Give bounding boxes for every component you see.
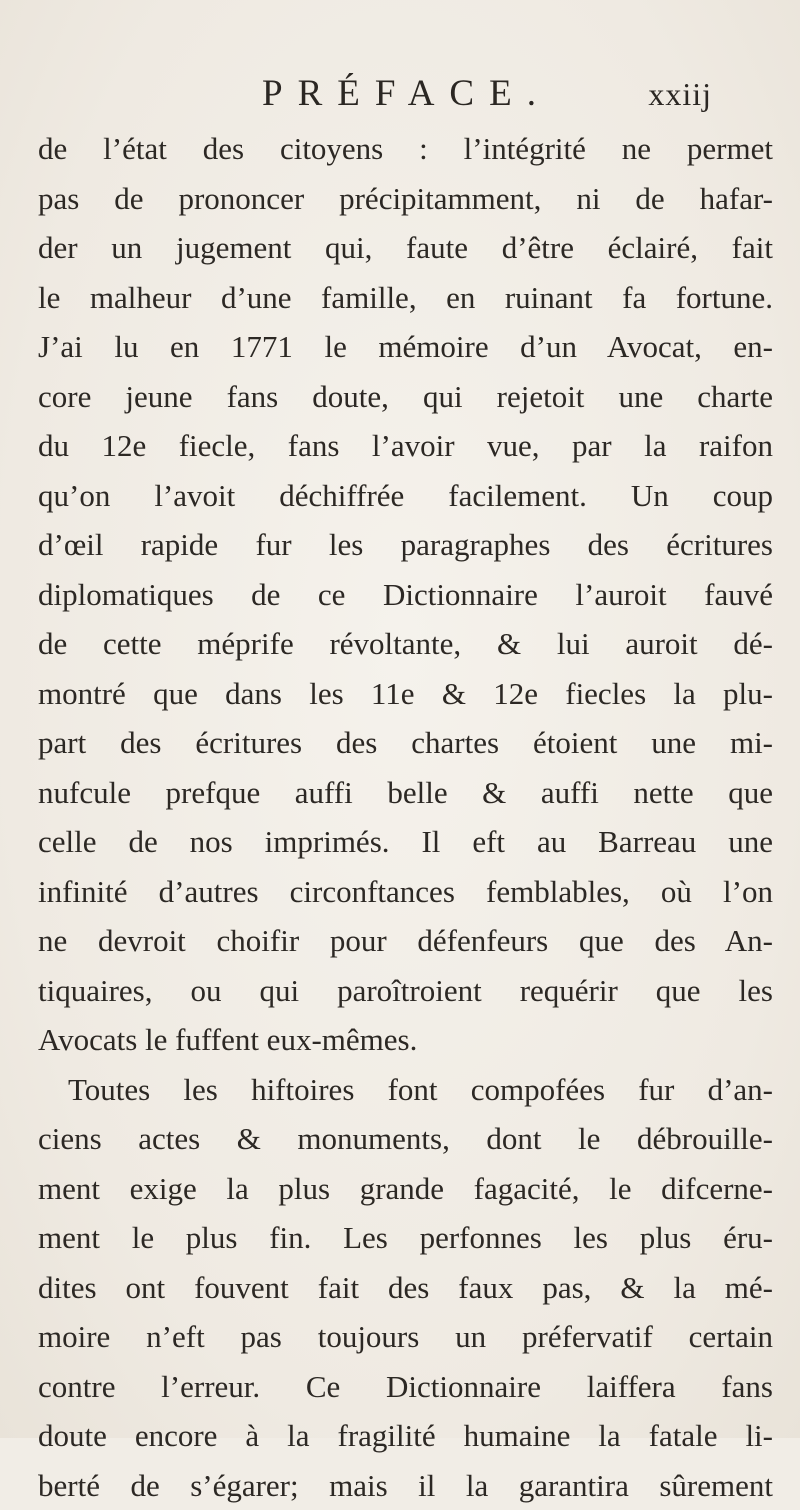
running-title: PRÉFACE. xyxy=(262,72,551,115)
text-line: berté de s’égarer; mais il la garantira sûrement xyxy=(38,1461,773,1510)
text-line: pas de prononcer précipitamment, ni de hafar- xyxy=(38,174,773,224)
text-line: montré que dans les 11e & 12e fiecles la plu- xyxy=(38,669,773,719)
text-line: de l’état des citoyens : l’intégrité ne permet xyxy=(38,124,773,174)
text-line: celle de nos imprimés. Il eft au Barreau une xyxy=(38,817,773,867)
text-line: du 12e fiecle, fans l’avoir vue, par la raifon xyxy=(38,421,773,471)
text-line: ciens actes & monuments, dont le débrouille- xyxy=(38,1114,773,1164)
text-line: le malheur d’une famille, en ruinant fa fortune. xyxy=(38,273,773,323)
text-line: contre l’erreur. Ce Dictionnaire laiffera fans xyxy=(38,1362,773,1412)
text-line: J’ai lu en 1771 le mémoire d’un Avocat, en- xyxy=(38,322,773,372)
text-line: de cette méprife révoltante, & lui auroit dé- xyxy=(38,619,773,669)
page-header xyxy=(200,72,760,132)
text-line: ment exige la plus grande fagacité, le difcerne- xyxy=(38,1164,773,1214)
text-line: qu’on l’avoit déchiffrée facilement. Un coup xyxy=(38,471,773,521)
text-line: dites ont fouvent fait des faux pas, & la mé- xyxy=(38,1263,773,1313)
text-line: ne devroit choifir pour défenfeurs que des An- xyxy=(38,916,773,966)
body-text xyxy=(38,124,773,1510)
text-line: ment le plus fin. Les perfonnes les plus éru- xyxy=(38,1213,773,1263)
text-line: moire n’eft pas toujours un préfervatif certain xyxy=(38,1312,773,1362)
text-line: part des écritures des chartes étoient une mi- xyxy=(38,718,773,768)
text-line: infinité d’autres circonftances femblables, où l’on xyxy=(38,867,773,917)
text-line: Toutes les hiftoires font compofées fur d’an- xyxy=(38,1065,773,1115)
text-line: diplomatiques de ce Dictionnaire l’auroit fauvé xyxy=(38,570,773,620)
page-number: xxiij xyxy=(648,76,712,113)
text-line: d’œil rapide fur les paragraphes des écritures xyxy=(38,520,773,570)
text-line: nufcule prefque auffi belle & auffi nette que xyxy=(38,768,773,818)
text-line: Avocats le fuffent eux-mêmes. xyxy=(38,1015,773,1065)
text-line: tiquaires, ou qui paroîtroient requérir que les xyxy=(38,966,773,1016)
text-line: core jeune fans doute, qui rejetoit une charte xyxy=(38,372,773,422)
text-line: der un jugement qui, faute d’être éclairé, fait xyxy=(38,223,773,273)
text-line: doute encore à la fragilité humaine la fatale li- xyxy=(38,1411,773,1461)
